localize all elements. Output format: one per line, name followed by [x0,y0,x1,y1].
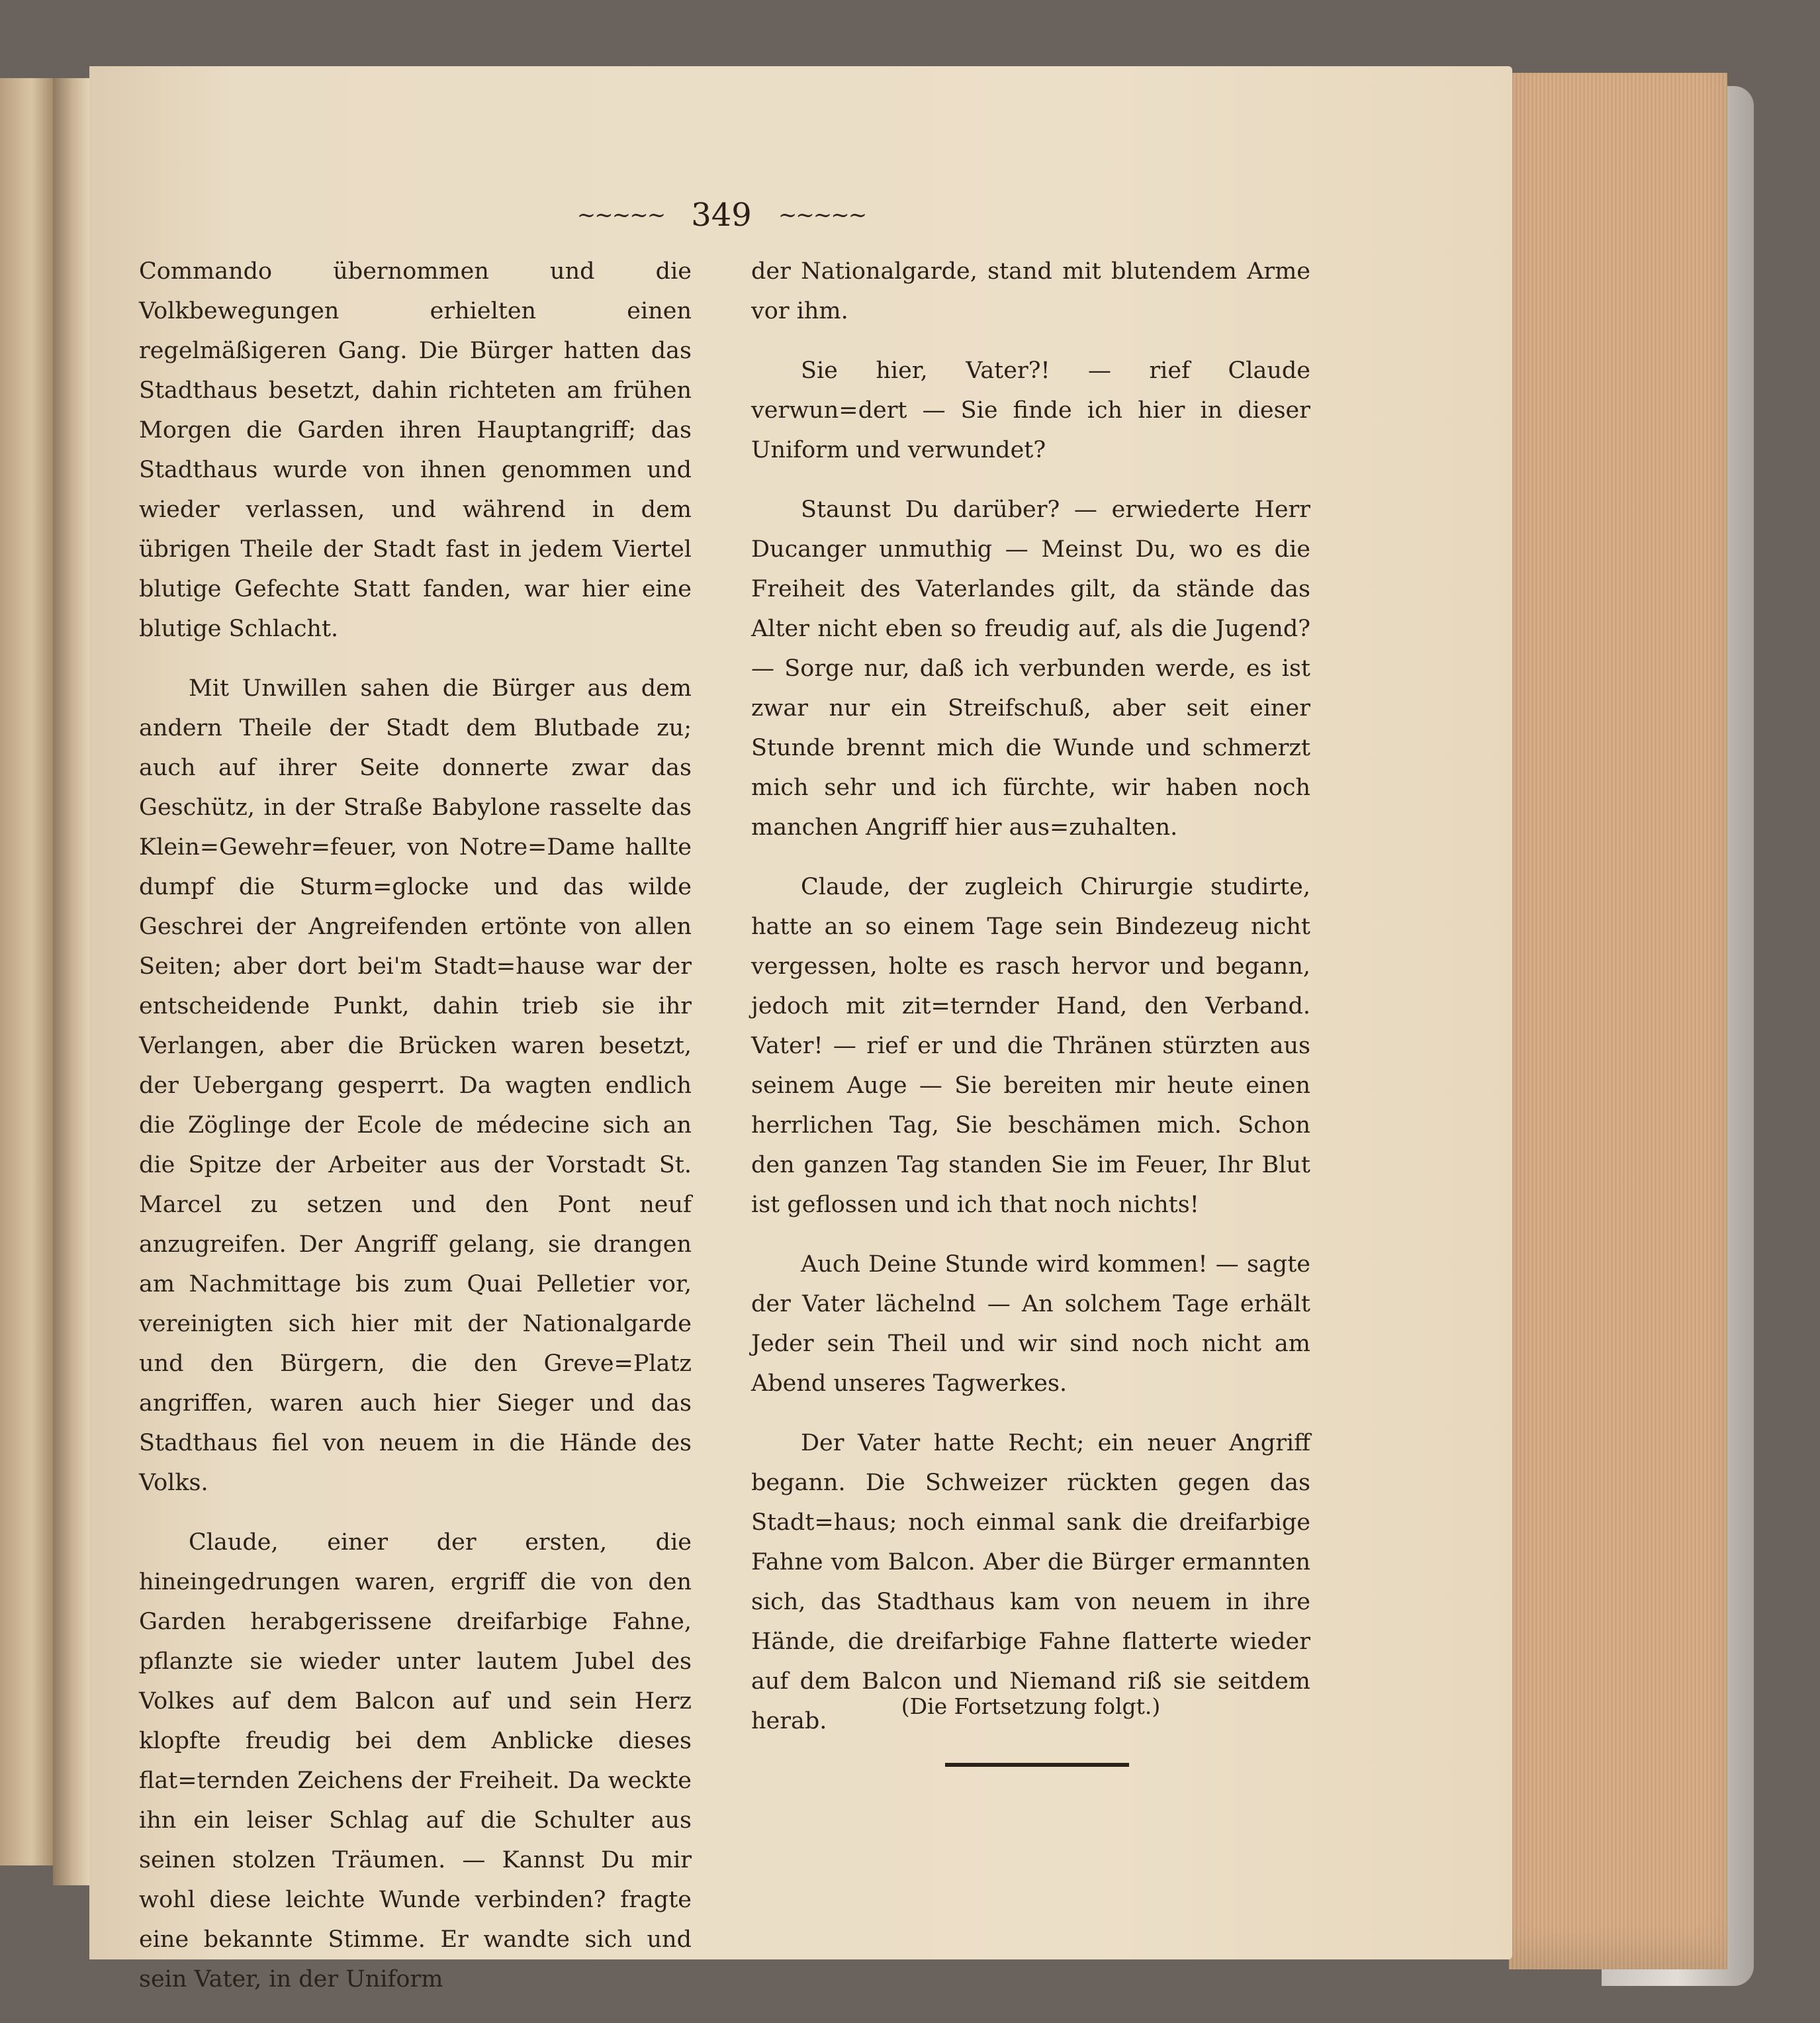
paragraph: Sie hier, Vater?! — rief Claude verwun=dert — Sie finde ich hier in dieser Uniform und verwundet? [751,357,1310,463]
paragraph: Der Vater hatte Recht; ein neuer Angriff begann. Die Schweizer rückten gegen das Stadt=haus; noch einmal sank die dreifarbige Fahne vom Balcon. Aber die Bürger ermannten sich, das Stadthaus kam von neuem in ihre Hände, die dreifarbige Fahne flatterte wieder auf dem Balcon und Niemand riß sie seitdem herab. [751,1430,1310,1734]
text-column-left [139,252,692,2019]
text-column-right [751,252,1310,1761]
page-number: 349 [691,197,752,234]
paragraph: Commando übernommen und die Volkbewegungen erhielten einen regelmäßigeren Gang. Die Bürger hatten das Stadthaus besetzt, dahin richteten am frühen Morgen die Garden ihren Hauptangriff; das Stadthaus wurde von ihnen genommen und wieder verlassen, und während in dem übrigen Theile der Stadt fast in jedem Viertel blutige Gefechte Statt fanden, war hier eine blutige Schlacht. [139,258,692,642]
ornament-right-icon: ~~~~~ [778,202,866,228]
paragraph: Staunst Du darüber? — erwiederte Herr Ducanger unmuthig — Meinst Du, wo es die Freiheit des Vaterlandes gilt, da stände das Alter nicht eben so freudig auf, als die Jugend? — Sorge nur, daß ich verbunden werde, es ist zwar nur ein Streifschuß, aber seit einer Stunde brennt mich die Wunde und schmerzt mich sehr und ich fürchte, wir haben noch manchen Angriff hier aus=zuhalten. [751,496,1310,841]
paragraph: Claude, der zugleich Chirurgie studirte, hatte an so einem Tage sein Bindezeug nicht vergessen, holte es rasch hervor und begann, jedoch mit zit=ternder Hand, den Verband. Vater! — rief er und die Thränen stürzten aus seinem Auge — Sie bereiten mir heute einen herrlichen Tag, Sie beschämen mich. Schon den ganzen Tag standen Sie im Feuer, Ihr Blut ist geflossen und ich that noch nichts! [751,874,1310,1218]
end-rule [945,1763,1129,1767]
gutter [53,78,89,1885]
ornament-left-icon: ~~~~~ [576,202,665,228]
running-head [549,192,893,238]
left-page-edge [0,78,53,1865]
paragraph: Mit Unwillen sahen die Bürger aus dem andern Theile der Stadt dem Blutbade zu; auch auf ihrer Seite donnerte zwar das Geschütz, in der Straße Babylone rasselte das Klein=Gewehr=feuer, von Notre=Dame hallte dumpf die Sturm=glocke und das wilde Geschrei der Angreifenden ertönte von allen Seiten; aber dort bei'm Stadt=hause war der entscheidende Punkt, dahin trieb sie ihr Verlangen, aber die Brücken waren besetzt, der Uebergang gesperrt. Da wagten endlich die Zöglinge der Ecole de médecine sich an die Spitze der Arbeiter aus der Vorstadt St. Marcel zu setzen und den Pont neuf anzugreifen. Der Angriff gelang, sie drangen am Nachmittage bis zum Quai Pelletier vor, vereinigten sich hier mit der Nationalgarde und den Bürgern, die den Greve=Platz angriffen, waren auch hier Sieger und das Stadthaus fiel von neuem in die Hände des Volks. [139,675,692,1496]
page-fore-edge [1509,73,1727,1969]
continuation-note: (Die Fortsetzung folgt.) [901,1693,1161,1719]
paragraph: Auch Deine Stunde wird kommen! — sagte der Vater lächelnd — An solchem Tage erhält Jeder sein Theil und wir sind noch nicht am Abend unseres Tagwerkes. [751,1251,1310,1397]
paragraph: Claude, einer der ersten, die hineingedrungen waren, ergriff die von den Garden herabgerissene dreifarbige Fahne, pflanzte sie wieder unter lautem Jubel des Volkes auf dem Balcon auf und sein Herz klopfte freudig bei dem Anblicke dieses flat=ternden Zeichens der Freiheit. Da weckte ihn ein leiser Schlag auf die Schulter aus seinen stolzen Träumen. — Kannst Du mir wohl diese leichte Wunde verbinden? fragte eine bekannte Stimme. Er wandte sich und sein Vater, in der Uniform [139,1529,692,1993]
paragraph: der Nationalgarde, stand mit blutendem Arme vor ihm. [751,258,1310,324]
